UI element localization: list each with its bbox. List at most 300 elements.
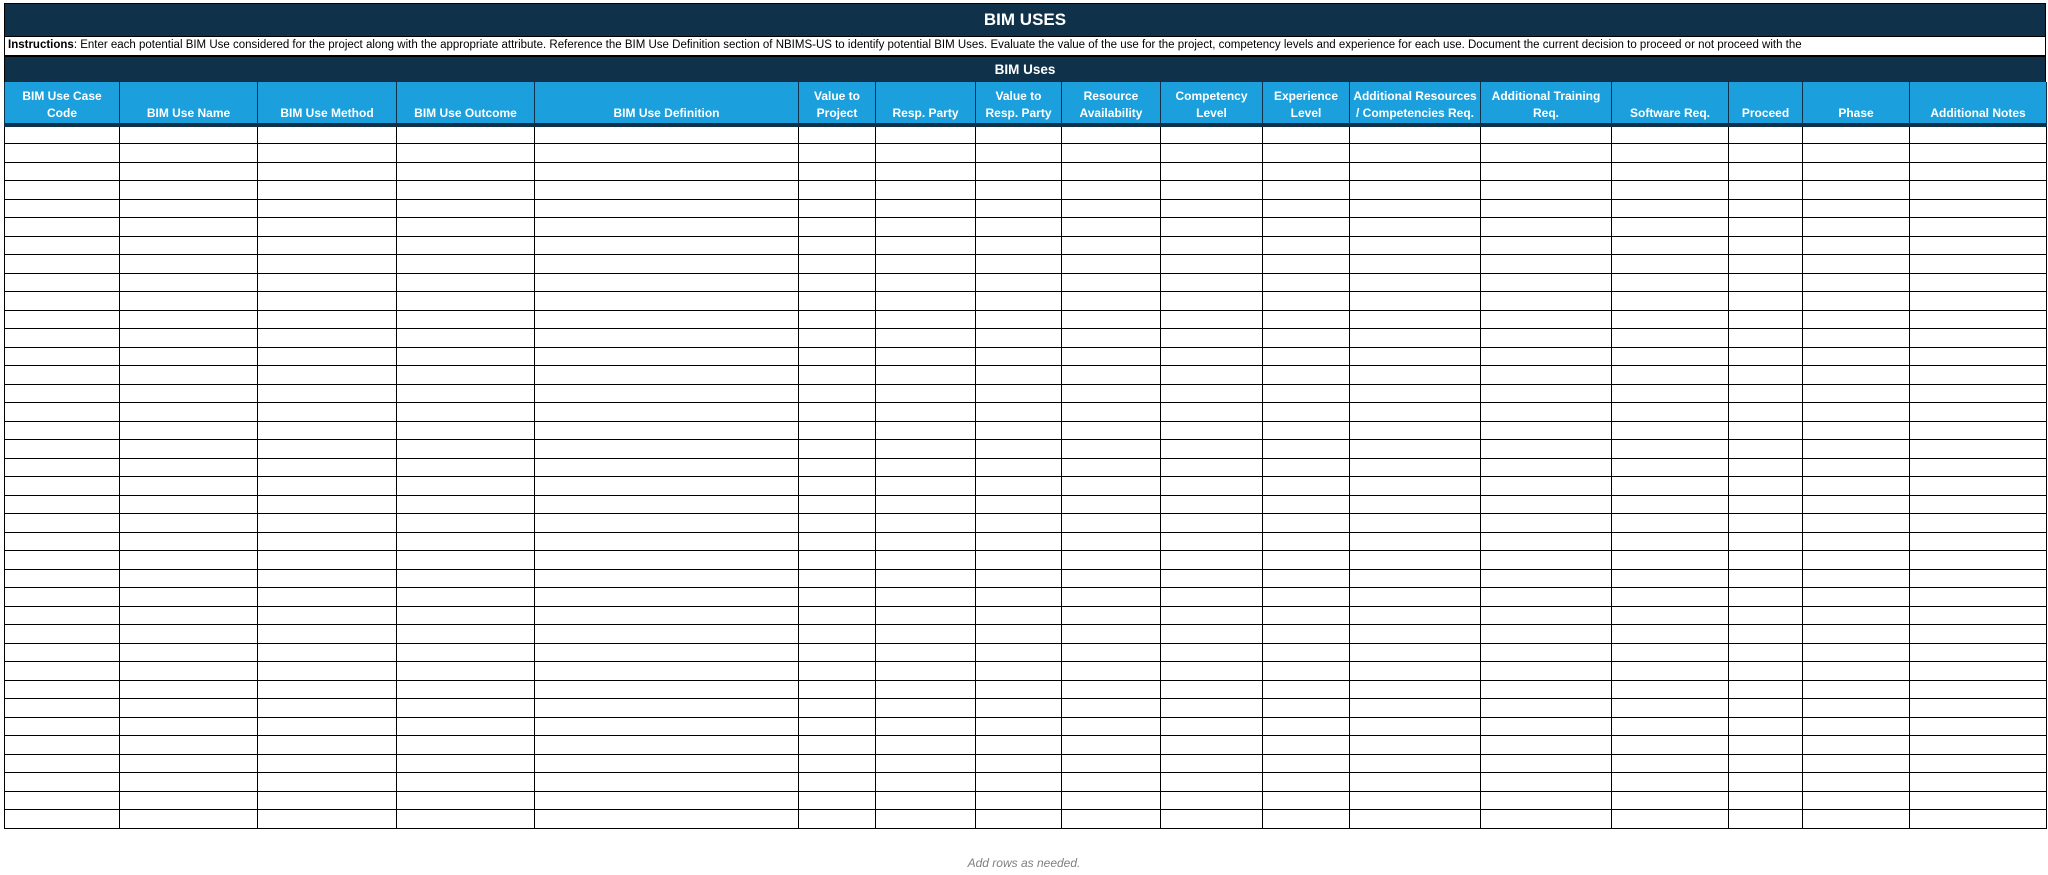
table-cell-additional-resources[interactable] xyxy=(1350,736,1481,755)
table-cell-value-project[interactable] xyxy=(799,218,876,237)
table-cell-outcome[interactable] xyxy=(397,292,535,311)
table-cell-phase[interactable] xyxy=(1803,403,1910,422)
table-cell-case-code[interactable] xyxy=(5,551,120,570)
table-cell-value-resp-party[interactable] xyxy=(976,606,1062,625)
table-cell-phase[interactable] xyxy=(1803,125,1910,144)
table-cell-value-project[interactable] xyxy=(799,347,876,366)
table-cell-phase[interactable] xyxy=(1803,255,1910,274)
table-cell-phase[interactable] xyxy=(1803,181,1910,200)
table-cell-resp-party[interactable] xyxy=(876,791,976,810)
table-cell-additional-resources[interactable] xyxy=(1350,310,1481,329)
table-cell-resource-availability[interactable] xyxy=(1062,125,1161,144)
table-cell-additional-resources[interactable] xyxy=(1350,292,1481,311)
table-cell-definition[interactable] xyxy=(535,440,799,459)
table-cell-additional-resources[interactable] xyxy=(1350,347,1481,366)
table-cell-value-resp-party[interactable] xyxy=(976,643,1062,662)
table-cell-value-project[interactable] xyxy=(799,810,876,829)
table-cell-definition[interactable] xyxy=(535,643,799,662)
table-cell-value-project[interactable] xyxy=(799,625,876,644)
table-cell-additional-notes[interactable] xyxy=(1910,236,2047,255)
table-cell-value-project[interactable] xyxy=(799,421,876,440)
table-cell-name[interactable] xyxy=(120,329,258,348)
table-cell-value-project[interactable] xyxy=(799,125,876,144)
table-cell-additional-resources[interactable] xyxy=(1350,366,1481,385)
table-cell-method[interactable] xyxy=(258,662,397,681)
table-cell-phase[interactable] xyxy=(1803,606,1910,625)
table-cell-outcome[interactable] xyxy=(397,218,535,237)
table-cell-proceed[interactable] xyxy=(1729,310,1803,329)
table-cell-resp-party[interactable] xyxy=(876,199,976,218)
table-cell-additional-notes[interactable] xyxy=(1910,643,2047,662)
table-cell-competency-level[interactable] xyxy=(1161,310,1263,329)
table-cell-resource-availability[interactable] xyxy=(1062,144,1161,163)
table-cell-additional-resources[interactable] xyxy=(1350,421,1481,440)
table-cell-value-resp-party[interactable] xyxy=(976,477,1062,496)
table-cell-outcome[interactable] xyxy=(397,255,535,274)
table-cell-definition[interactable] xyxy=(535,810,799,829)
table-cell-additional-notes[interactable] xyxy=(1910,421,2047,440)
table-cell-method[interactable] xyxy=(258,643,397,662)
table-cell-resp-party[interactable] xyxy=(876,699,976,718)
table-cell-case-code[interactable] xyxy=(5,236,120,255)
table-cell-name[interactable] xyxy=(120,366,258,385)
table-cell-additional-resources[interactable] xyxy=(1350,458,1481,477)
table-cell-additional-resources[interactable] xyxy=(1350,532,1481,551)
table-cell-resp-party[interactable] xyxy=(876,125,976,144)
table-cell-value-project[interactable] xyxy=(799,532,876,551)
table-cell-value-project[interactable] xyxy=(799,680,876,699)
table-cell-phase[interactable] xyxy=(1803,477,1910,496)
table-cell-name[interactable] xyxy=(120,125,258,144)
table-cell-value-project[interactable] xyxy=(799,662,876,681)
column-header-definition[interactable]: BIM Use Definition xyxy=(535,82,799,125)
table-cell-additional-training[interactable] xyxy=(1481,162,1612,181)
table-cell-resp-party[interactable] xyxy=(876,810,976,829)
table-cell-value-project[interactable] xyxy=(799,477,876,496)
table-cell-additional-resources[interactable] xyxy=(1350,403,1481,422)
table-cell-value-resp-party[interactable] xyxy=(976,421,1062,440)
table-cell-method[interactable] xyxy=(258,551,397,570)
table-cell-additional-training[interactable] xyxy=(1481,662,1612,681)
table-cell-value-resp-party[interactable] xyxy=(976,440,1062,459)
table-cell-name[interactable] xyxy=(120,181,258,200)
table-cell-additional-training[interactable] xyxy=(1481,273,1612,292)
table-cell-case-code[interactable] xyxy=(5,403,120,422)
table-cell-competency-level[interactable] xyxy=(1161,791,1263,810)
table-cell-additional-training[interactable] xyxy=(1481,384,1612,403)
table-cell-name[interactable] xyxy=(120,680,258,699)
table-cell-value-project[interactable] xyxy=(799,162,876,181)
table-cell-name[interactable] xyxy=(120,773,258,792)
table-cell-additional-notes[interactable] xyxy=(1910,625,2047,644)
table-cell-phase[interactable] xyxy=(1803,236,1910,255)
table-cell-case-code[interactable] xyxy=(5,514,120,533)
table-cell-additional-resources[interactable] xyxy=(1350,495,1481,514)
table-cell-method[interactable] xyxy=(258,347,397,366)
table-cell-value-resp-party[interactable] xyxy=(976,255,1062,274)
table-cell-experience-level[interactable] xyxy=(1263,477,1350,496)
table-cell-case-code[interactable] xyxy=(5,255,120,274)
table-cell-experience-level[interactable] xyxy=(1263,717,1350,736)
table-cell-experience-level[interactable] xyxy=(1263,329,1350,348)
table-cell-outcome[interactable] xyxy=(397,606,535,625)
table-cell-resp-party[interactable] xyxy=(876,181,976,200)
table-cell-value-project[interactable] xyxy=(799,791,876,810)
table-cell-resource-availability[interactable] xyxy=(1062,699,1161,718)
table-cell-method[interactable] xyxy=(258,495,397,514)
table-cell-outcome[interactable] xyxy=(397,810,535,829)
table-cell-proceed[interactable] xyxy=(1729,643,1803,662)
table-cell-additional-resources[interactable] xyxy=(1350,236,1481,255)
table-cell-additional-training[interactable] xyxy=(1481,551,1612,570)
column-header-additional-training[interactable]: Additional Training Req. xyxy=(1481,82,1612,125)
table-cell-value-resp-party[interactable] xyxy=(976,199,1062,218)
table-cell-additional-training[interactable] xyxy=(1481,643,1612,662)
table-cell-phase[interactable] xyxy=(1803,440,1910,459)
table-cell-case-code[interactable] xyxy=(5,144,120,163)
table-cell-software-req[interactable] xyxy=(1612,495,1729,514)
table-cell-value-project[interactable] xyxy=(799,736,876,755)
table-cell-name[interactable] xyxy=(120,310,258,329)
table-cell-resp-party[interactable] xyxy=(876,588,976,607)
table-cell-additional-notes[interactable] xyxy=(1910,495,2047,514)
table-cell-experience-level[interactable] xyxy=(1263,606,1350,625)
table-cell-competency-level[interactable] xyxy=(1161,699,1263,718)
table-cell-case-code[interactable] xyxy=(5,477,120,496)
table-cell-case-code[interactable] xyxy=(5,218,120,237)
table-cell-definition[interactable] xyxy=(535,162,799,181)
table-cell-additional-resources[interactable] xyxy=(1350,588,1481,607)
table-cell-software-req[interactable] xyxy=(1612,810,1729,829)
table-cell-software-req[interactable] xyxy=(1612,236,1729,255)
table-cell-case-code[interactable] xyxy=(5,273,120,292)
table-cell-definition[interactable] xyxy=(535,347,799,366)
table-cell-phase[interactable] xyxy=(1803,810,1910,829)
table-cell-experience-level[interactable] xyxy=(1263,181,1350,200)
column-header-additional-resources[interactable]: Additional Resources / Competencies Req. xyxy=(1350,82,1481,125)
table-cell-phase[interactable] xyxy=(1803,773,1910,792)
table-cell-outcome[interactable] xyxy=(397,329,535,348)
table-cell-value-resp-party[interactable] xyxy=(976,551,1062,570)
table-cell-phase[interactable] xyxy=(1803,310,1910,329)
table-cell-value-project[interactable] xyxy=(799,292,876,311)
table-cell-value-project[interactable] xyxy=(799,403,876,422)
table-cell-value-resp-party[interactable] xyxy=(976,717,1062,736)
column-header-case-code[interactable]: BIM Use Case Code xyxy=(5,82,120,125)
table-cell-phase[interactable] xyxy=(1803,458,1910,477)
table-cell-value-project[interactable] xyxy=(799,514,876,533)
table-cell-case-code[interactable] xyxy=(5,199,120,218)
table-cell-name[interactable] xyxy=(120,440,258,459)
table-cell-resource-availability[interactable] xyxy=(1062,810,1161,829)
table-cell-additional-resources[interactable] xyxy=(1350,477,1481,496)
table-cell-phase[interactable] xyxy=(1803,699,1910,718)
table-cell-resource-availability[interactable] xyxy=(1062,292,1161,311)
table-cell-additional-resources[interactable] xyxy=(1350,754,1481,773)
table-cell-experience-level[interactable] xyxy=(1263,440,1350,459)
table-cell-resp-party[interactable] xyxy=(876,458,976,477)
table-cell-resource-availability[interactable] xyxy=(1062,162,1161,181)
table-cell-additional-training[interactable] xyxy=(1481,736,1612,755)
table-cell-proceed[interactable] xyxy=(1729,384,1803,403)
table-cell-method[interactable] xyxy=(258,310,397,329)
table-cell-additional-training[interactable] xyxy=(1481,236,1612,255)
table-cell-experience-level[interactable] xyxy=(1263,144,1350,163)
table-cell-additional-notes[interactable] xyxy=(1910,680,2047,699)
table-cell-experience-level[interactable] xyxy=(1263,218,1350,237)
table-cell-software-req[interactable] xyxy=(1612,532,1729,551)
table-cell-resource-availability[interactable] xyxy=(1062,532,1161,551)
table-cell-name[interactable] xyxy=(120,199,258,218)
table-cell-outcome[interactable] xyxy=(397,477,535,496)
table-cell-case-code[interactable] xyxy=(5,421,120,440)
table-cell-additional-training[interactable] xyxy=(1481,366,1612,385)
table-cell-value-resp-party[interactable] xyxy=(976,680,1062,699)
table-cell-competency-level[interactable] xyxy=(1161,273,1263,292)
table-cell-value-project[interactable] xyxy=(799,310,876,329)
table-cell-competency-level[interactable] xyxy=(1161,606,1263,625)
table-cell-outcome[interactable] xyxy=(397,736,535,755)
table-cell-case-code[interactable] xyxy=(5,292,120,311)
table-cell-case-code[interactable] xyxy=(5,717,120,736)
table-cell-experience-level[interactable] xyxy=(1263,643,1350,662)
column-header-software-req[interactable]: Software Req. xyxy=(1612,82,1729,125)
table-cell-value-project[interactable] xyxy=(799,255,876,274)
table-cell-additional-notes[interactable] xyxy=(1910,662,2047,681)
table-cell-competency-level[interactable] xyxy=(1161,218,1263,237)
table-cell-competency-level[interactable] xyxy=(1161,162,1263,181)
table-cell-proceed[interactable] xyxy=(1729,440,1803,459)
table-cell-value-project[interactable] xyxy=(799,588,876,607)
table-cell-outcome[interactable] xyxy=(397,791,535,810)
table-cell-method[interactable] xyxy=(258,810,397,829)
table-cell-value-resp-party[interactable] xyxy=(976,181,1062,200)
table-cell-value-resp-party[interactable] xyxy=(976,347,1062,366)
table-cell-outcome[interactable] xyxy=(397,181,535,200)
table-cell-method[interactable] xyxy=(258,181,397,200)
table-cell-value-project[interactable] xyxy=(799,273,876,292)
table-cell-additional-resources[interactable] xyxy=(1350,643,1481,662)
table-cell-outcome[interactable] xyxy=(397,532,535,551)
table-cell-software-req[interactable] xyxy=(1612,699,1729,718)
table-cell-case-code[interactable] xyxy=(5,384,120,403)
table-cell-competency-level[interactable] xyxy=(1161,421,1263,440)
table-cell-outcome[interactable] xyxy=(397,680,535,699)
table-cell-value-resp-party[interactable] xyxy=(976,384,1062,403)
table-cell-proceed[interactable] xyxy=(1729,606,1803,625)
table-cell-case-code[interactable] xyxy=(5,162,120,181)
table-cell-resource-availability[interactable] xyxy=(1062,662,1161,681)
table-cell-additional-resources[interactable] xyxy=(1350,699,1481,718)
table-cell-experience-level[interactable] xyxy=(1263,310,1350,329)
table-cell-additional-training[interactable] xyxy=(1481,791,1612,810)
table-cell-resp-party[interactable] xyxy=(876,754,976,773)
table-cell-value-resp-party[interactable] xyxy=(976,514,1062,533)
table-cell-additional-training[interactable] xyxy=(1481,680,1612,699)
table-cell-competency-level[interactable] xyxy=(1161,144,1263,163)
table-cell-software-req[interactable] xyxy=(1612,347,1729,366)
table-cell-software-req[interactable] xyxy=(1612,218,1729,237)
table-cell-experience-level[interactable] xyxy=(1263,588,1350,607)
table-cell-experience-level[interactable] xyxy=(1263,699,1350,718)
table-cell-resp-party[interactable] xyxy=(876,310,976,329)
table-cell-name[interactable] xyxy=(120,273,258,292)
table-cell-phase[interactable] xyxy=(1803,292,1910,311)
table-cell-outcome[interactable] xyxy=(397,384,535,403)
table-cell-resp-party[interactable] xyxy=(876,662,976,681)
table-cell-additional-resources[interactable] xyxy=(1350,717,1481,736)
table-cell-proceed[interactable] xyxy=(1729,791,1803,810)
column-header-proceed[interactable]: Proceed xyxy=(1729,82,1803,125)
table-cell-name[interactable] xyxy=(120,791,258,810)
table-cell-proceed[interactable] xyxy=(1729,421,1803,440)
table-cell-competency-level[interactable] xyxy=(1161,329,1263,348)
table-cell-phase[interactable] xyxy=(1803,329,1910,348)
table-cell-outcome[interactable] xyxy=(397,440,535,459)
table-cell-case-code[interactable] xyxy=(5,125,120,144)
table-cell-phase[interactable] xyxy=(1803,144,1910,163)
table-cell-additional-training[interactable] xyxy=(1481,199,1612,218)
table-cell-value-project[interactable] xyxy=(799,384,876,403)
table-cell-method[interactable] xyxy=(258,625,397,644)
table-cell-name[interactable] xyxy=(120,699,258,718)
table-cell-value-project[interactable] xyxy=(799,366,876,385)
table-cell-software-req[interactable] xyxy=(1612,440,1729,459)
table-cell-software-req[interactable] xyxy=(1612,421,1729,440)
column-header-outcome[interactable]: BIM Use Outcome xyxy=(397,82,535,125)
table-cell-name[interactable] xyxy=(120,347,258,366)
table-cell-phase[interactable] xyxy=(1803,662,1910,681)
table-cell-phase[interactable] xyxy=(1803,532,1910,551)
table-cell-definition[interactable] xyxy=(535,144,799,163)
table-cell-software-req[interactable] xyxy=(1612,403,1729,422)
table-cell-phase[interactable] xyxy=(1803,162,1910,181)
table-cell-value-resp-party[interactable] xyxy=(976,662,1062,681)
table-cell-outcome[interactable] xyxy=(397,699,535,718)
table-cell-case-code[interactable] xyxy=(5,662,120,681)
table-cell-proceed[interactable] xyxy=(1729,514,1803,533)
table-cell-outcome[interactable] xyxy=(397,144,535,163)
table-cell-outcome[interactable] xyxy=(397,199,535,218)
table-cell-phase[interactable] xyxy=(1803,569,1910,588)
table-cell-case-code[interactable] xyxy=(5,791,120,810)
table-cell-additional-training[interactable] xyxy=(1481,310,1612,329)
table-cell-experience-level[interactable] xyxy=(1263,403,1350,422)
table-cell-outcome[interactable] xyxy=(397,403,535,422)
table-cell-case-code[interactable] xyxy=(5,754,120,773)
table-cell-definition[interactable] xyxy=(535,255,799,274)
table-cell-name[interactable] xyxy=(120,810,258,829)
table-cell-software-req[interactable] xyxy=(1612,255,1729,274)
column-header-phase[interactable]: Phase xyxy=(1803,82,1910,125)
table-cell-additional-notes[interactable] xyxy=(1910,773,2047,792)
table-cell-additional-resources[interactable] xyxy=(1350,329,1481,348)
table-cell-resource-availability[interactable] xyxy=(1062,366,1161,385)
table-cell-outcome[interactable] xyxy=(397,588,535,607)
table-cell-proceed[interactable] xyxy=(1729,810,1803,829)
table-cell-proceed[interactable] xyxy=(1729,569,1803,588)
table-cell-value-project[interactable] xyxy=(799,199,876,218)
table-cell-method[interactable] xyxy=(258,144,397,163)
table-cell-additional-training[interactable] xyxy=(1481,606,1612,625)
table-cell-software-req[interactable] xyxy=(1612,773,1729,792)
table-cell-definition[interactable] xyxy=(535,699,799,718)
table-cell-additional-notes[interactable] xyxy=(1910,532,2047,551)
table-cell-competency-level[interactable] xyxy=(1161,255,1263,274)
table-cell-additional-resources[interactable] xyxy=(1350,255,1481,274)
table-cell-proceed[interactable] xyxy=(1729,532,1803,551)
table-cell-additional-resources[interactable] xyxy=(1350,791,1481,810)
table-cell-resp-party[interactable] xyxy=(876,477,976,496)
table-cell-resource-availability[interactable] xyxy=(1062,791,1161,810)
table-cell-method[interactable] xyxy=(258,162,397,181)
table-cell-method[interactable] xyxy=(258,532,397,551)
table-cell-proceed[interactable] xyxy=(1729,162,1803,181)
table-cell-experience-level[interactable] xyxy=(1263,458,1350,477)
table-cell-value-resp-party[interactable] xyxy=(976,310,1062,329)
table-cell-software-req[interactable] xyxy=(1612,588,1729,607)
table-cell-method[interactable] xyxy=(258,366,397,385)
table-cell-value-project[interactable] xyxy=(799,569,876,588)
table-cell-competency-level[interactable] xyxy=(1161,125,1263,144)
table-cell-value-resp-party[interactable] xyxy=(976,532,1062,551)
table-cell-outcome[interactable] xyxy=(397,162,535,181)
table-cell-resp-party[interactable] xyxy=(876,495,976,514)
table-cell-outcome[interactable] xyxy=(397,662,535,681)
table-cell-resource-availability[interactable] xyxy=(1062,347,1161,366)
table-cell-resp-party[interactable] xyxy=(876,162,976,181)
table-cell-proceed[interactable] xyxy=(1729,236,1803,255)
table-cell-software-req[interactable] xyxy=(1612,717,1729,736)
table-cell-experience-level[interactable] xyxy=(1263,255,1350,274)
table-cell-experience-level[interactable] xyxy=(1263,662,1350,681)
table-cell-name[interactable] xyxy=(120,403,258,422)
table-cell-additional-training[interactable] xyxy=(1481,810,1612,829)
table-cell-name[interactable] xyxy=(120,495,258,514)
table-cell-resource-availability[interactable] xyxy=(1062,458,1161,477)
table-cell-proceed[interactable] xyxy=(1729,273,1803,292)
table-cell-additional-notes[interactable] xyxy=(1910,273,2047,292)
table-cell-resource-availability[interactable] xyxy=(1062,273,1161,292)
table-cell-software-req[interactable] xyxy=(1612,310,1729,329)
table-cell-resp-party[interactable] xyxy=(876,569,976,588)
table-cell-outcome[interactable] xyxy=(397,551,535,570)
table-cell-competency-level[interactable] xyxy=(1161,532,1263,551)
table-cell-definition[interactable] xyxy=(535,292,799,311)
table-cell-additional-resources[interactable] xyxy=(1350,125,1481,144)
column-header-competency-level[interactable]: Competency Level xyxy=(1161,82,1263,125)
table-cell-value-project[interactable] xyxy=(799,551,876,570)
table-cell-definition[interactable] xyxy=(535,495,799,514)
table-cell-method[interactable] xyxy=(258,569,397,588)
table-cell-additional-resources[interactable] xyxy=(1350,606,1481,625)
table-cell-phase[interactable] xyxy=(1803,736,1910,755)
table-cell-value-resp-party[interactable] xyxy=(976,403,1062,422)
table-cell-additional-resources[interactable] xyxy=(1350,810,1481,829)
table-cell-additional-notes[interactable] xyxy=(1910,514,2047,533)
table-cell-resp-party[interactable] xyxy=(876,421,976,440)
table-cell-outcome[interactable] xyxy=(397,717,535,736)
table-cell-software-req[interactable] xyxy=(1612,125,1729,144)
table-cell-resource-availability[interactable] xyxy=(1062,477,1161,496)
table-cell-software-req[interactable] xyxy=(1612,754,1729,773)
table-cell-software-req[interactable] xyxy=(1612,162,1729,181)
table-cell-resp-party[interactable] xyxy=(876,551,976,570)
table-cell-case-code[interactable] xyxy=(5,532,120,551)
table-cell-method[interactable] xyxy=(258,754,397,773)
table-cell-resp-party[interactable] xyxy=(876,680,976,699)
table-cell-proceed[interactable] xyxy=(1729,347,1803,366)
